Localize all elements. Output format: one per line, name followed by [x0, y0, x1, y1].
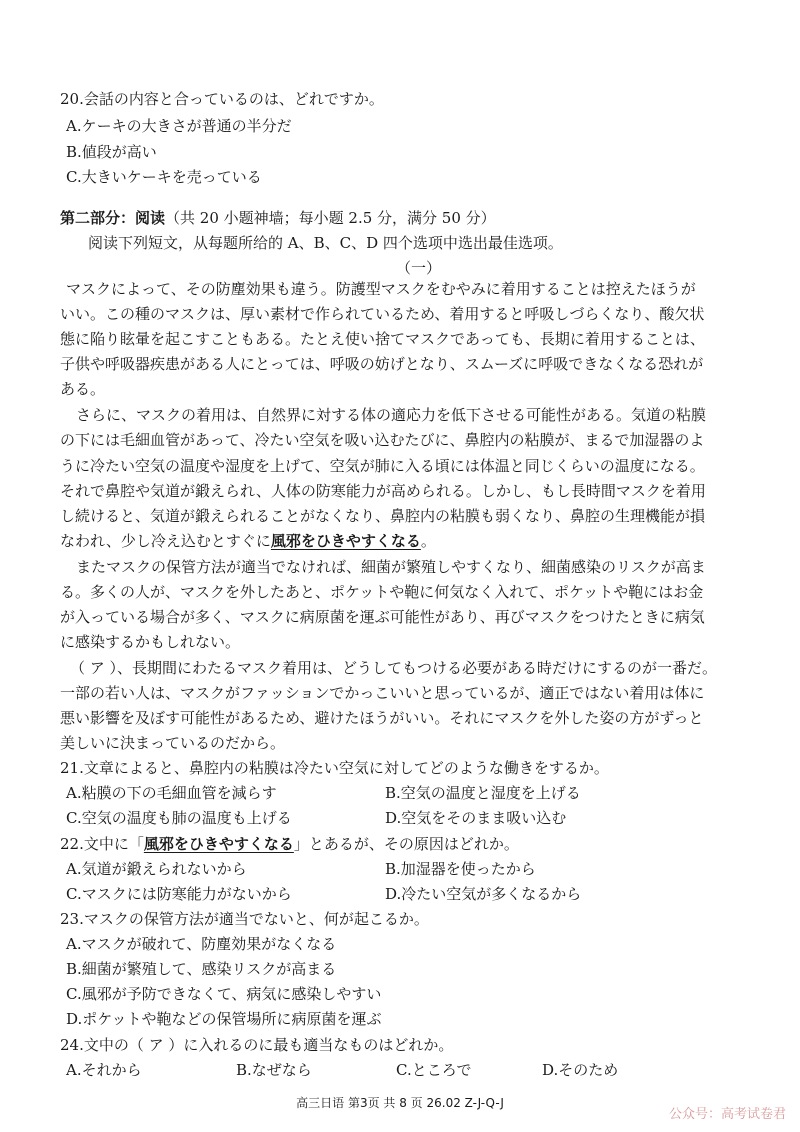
- passage-p2-line6-post: 。: [420, 532, 436, 550]
- q24-option-d: D.そのため: [542, 1061, 619, 1079]
- passage-p4-line3: 悪い影響を及ぼす可能性があるため、避けたほうがいい。それにマスクを外した姿の方がずっと: [60, 709, 704, 727]
- q21-stem: 21.文章によると、鼻腔内の粘膜は冷たい空気に対してどのような働きをするか。: [60, 759, 609, 777]
- section-instruction: 阅读下列短文，从每题所给的 A、B、C、D 四个选项中选出最佳选项。: [88, 234, 563, 252]
- q22-option-d: D.冷たい空気が多くなるから: [385, 885, 582, 903]
- q21-option-c: C.空気の温度も肺の温度も上げる: [66, 809, 292, 827]
- passage-p1-line1: マスクによって、その防塵効果も違う。防護型マスクをむやみに着用することは控えたほうが: [66, 280, 696, 298]
- passage-p3-line4: に感染するかもしれない。: [60, 633, 241, 651]
- underlined-phrase: 風邪をひきやすくなる: [270, 532, 421, 550]
- q21-option-a: A.粘膜の下の毛細血管を減らす: [66, 784, 277, 802]
- q20-option-a: A.ケーキの大きさが普通の半分だ: [66, 117, 292, 135]
- passage-p4-line1: （ ア ）、長期間にわたるマスク着用は、どうしてもつける必要がある時だけにするのが一番だ。: [70, 659, 718, 677]
- q23-option-c: C.風邪が予防できなくて、病気に感染しやすい: [66, 985, 382, 1003]
- q20-option-b: B.値段が高い: [66, 143, 157, 161]
- passage-p4-line4: 美しいに決まっているのだから。: [60, 734, 286, 752]
- q21-option-b: B.空気の温度と湿度を上げる: [385, 784, 581, 802]
- q22-option-c: C.マスクには防寒能力がないから: [66, 885, 292, 903]
- section-subtitle: （共 20 小题神墙；每小题 2.5 分，满分 50 分）: [165, 209, 496, 227]
- q23-option-d: D.ポケットや鞄などの保管場所に病原菌を運ぶ: [66, 1010, 382, 1028]
- passage-p2-line3: うに冷たい空気の温度や湿度を上げて、空気が肺に入る頃には体温と同じくらいの温度になる。: [60, 457, 705, 475]
- q22-stem-pre: 22.文中に「: [60, 835, 144, 853]
- section-title: 第二部分：阅读: [60, 209, 166, 227]
- q24-option-b: B.なぜなら: [236, 1061, 312, 1079]
- q23-stem: 23.マスクの保管方法が適当でないと、何が起こるか。: [60, 910, 429, 928]
- q23-option-b: B.細菌が繁殖して、感染リスクが高まる: [66, 960, 337, 978]
- passage-p3-line3: が入っている場合が多く、マスクに病原菌を運ぶ可能性があり、再びマスクをつけたときに病気: [60, 608, 705, 626]
- passage-p3-line1: またマスクの保管方法が適当でなければ、細菌が繁殖しやすくなり、細菌感染のリスクが高ま: [76, 558, 706, 576]
- q22-underlined-phrase: 風邪をひきやすくなる: [143, 835, 294, 853]
- q24-option-c: C.ところで: [396, 1061, 472, 1079]
- passage-p1-line3: 態に陥り眩暈を起こすこともある。たとえ使い捨てマスクであっても、長期に着用することは、: [60, 330, 705, 348]
- passage-p2-line2: の下には毛細血管があって、冷たい空気を吸い込むたびに、鼻腔内の粘膜が、まるで加湿器のよ: [60, 431, 705, 449]
- passage-p1-line5: ある。: [60, 380, 106, 398]
- passage-p4-line2: 一部の若い人は、マスクがファッションでかっこいいと思っているが、適正ではない着用は体に: [60, 684, 705, 702]
- q22-option-a: A.気道が鍛えられないから: [66, 860, 247, 878]
- passage-number: （一）: [396, 259, 442, 277]
- q22-stem: [60, 834, 519, 854]
- passage-p2-line6-pre: なわれ、少し冷え込むとすぐに: [60, 532, 271, 550]
- q20-stem: 20.会話の内容と合っているのは、どれですか。: [60, 90, 384, 108]
- q22-option-b: B.加湿器を使ったから: [385, 860, 536, 878]
- watermark-text: 公众号：高考试卷君: [668, 1107, 786, 1122]
- passage-p2-line5: し続けると、気道が鍛えられることがなくなり、鼻腔内の粘膜も弱くなり、鼻腔の生理機能が損: [60, 507, 706, 525]
- q21-option-d: D.空気をそのまま吸い込む: [385, 809, 567, 827]
- passage-p1-line4: 子供や呼吸器疾患がある人にとっては、呼吸の妨げとなり、スムーズに呼吸できなくなる恐れが: [60, 355, 704, 373]
- page-footer: 高三日语 第3页 共 8 页 26.02 Z-J-Q-J: [296, 1096, 504, 1110]
- passage-p2-line1: さらに、マスクの着用は、自然界に対する体の適応力を低下させる可能性がある。気道の粘膜: [76, 406, 707, 424]
- passage-p3-line2: る。多くの人が、マスクを外したあと、ポケットや鞄に何気なく入れて、ポケットや鞄にはお金: [60, 583, 704, 601]
- q24-stem: 24.文中の（ ア ）に入れるのに最も適当なものはどれか。: [60, 1036, 454, 1054]
- passage-p2-line4: それで鼻腔や気道が鍛えられ、人体の防寒能力が高められる。しかし、もし長時間マスクを着用: [60, 482, 706, 500]
- passage-p1-line2: いい。この種のマスクは、厚い素材で作られているため、着用すると呼吸しづらくなり、酸欠状: [60, 305, 705, 323]
- q22-stem-post: 」とあるが、その原因はどれか。: [293, 835, 519, 853]
- q24-option-a: A.それから: [66, 1061, 142, 1079]
- section-header: [60, 208, 496, 228]
- passage-p2-line6: [60, 531, 436, 551]
- q20-option-c: C.大きいケーキを売っている: [66, 168, 262, 186]
- q23-option-a: A.マスクが破れて、防塵効果がなくなる: [66, 935, 337, 953]
